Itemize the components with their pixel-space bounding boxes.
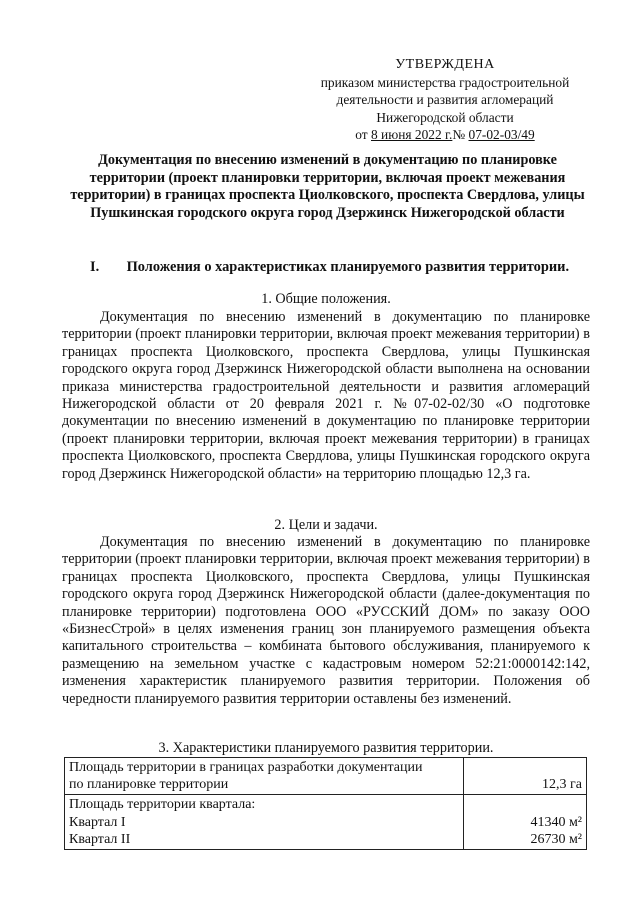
- value-line: 41340 м²: [530, 814, 582, 830]
- order-prefix: от: [355, 127, 368, 143]
- section-number: I.: [90, 259, 100, 275]
- row-label-line: по планировке территории: [69, 777, 229, 793]
- value-line: 26730 м²: [530, 831, 582, 847]
- row-label-line: Квартал II: [69, 831, 131, 847]
- general-paragraph: Документация по внесению изменений в документацию по планировке территории (проект планировки территории, включая проект межевания территории) в границах проспекта Циолковского, проспекта Свердлова, улицы Пушкинская городского округа город Дзержинск Нижегородской области выполнена на основании приказа министерства градостроительной деятельности и развития агломераций Нижегородской области от 20 февраля 2021 г. №07-02-02/30 «О подготовке документации по внесению изменений в документацию по планировке территории (проект планировки территории, включая проект межевания территории) в границах проспекта Циолковского, проспекта Свердлова, улицы Пушкинская городского округа город Дзержинск Нижегородской области» на территорию площадью 12,3 га.: [62, 309, 590, 482]
- characteristics-table: [64, 757, 587, 850]
- approval-line-3: Нижегородской области: [376, 109, 514, 125]
- approval-line-2: деятельности и развития агломераций: [336, 92, 554, 108]
- approval-order-line: [315, 126, 575, 144]
- section-title: Положения о характеристиках планируемого развития территории.: [126, 259, 570, 275]
- table-row: [65, 758, 587, 795]
- approval-title: УТВЕРЖДЕНА: [395, 57, 495, 72]
- order-date: 8 июня 2022 г.: [371, 127, 453, 143]
- table-cell-value: 12,3 га: [464, 758, 587, 795]
- table-cell-label: [65, 758, 464, 795]
- goals-heading: 2. Цели и задачи.: [274, 517, 378, 533]
- row-label-line: Площадь территории в границах разработки документации: [69, 760, 423, 775]
- order-number: 07-02-03/49: [468, 127, 535, 143]
- table-row: [65, 795, 587, 850]
- table-cell-label: [65, 795, 464, 850]
- general-heading: 1. Общие положения.: [261, 291, 391, 307]
- characteristics-heading: 3. Характеристики планируемого развития территории.: [158, 740, 494, 756]
- approval-line-1: приказом министерства градостроительной: [320, 74, 570, 90]
- table-cell-value: [464, 795, 587, 850]
- goals-paragraph: Документация по внесению изменений в документацию по планировке территории (проект планировки территории, включая проект межевания территории) в границах проспекта Циолковского, проспекта Свердлова, улицы Пушкинская городского округа город Дзержинск Нижегородской области (далее-документация по планировке территории) подготовлена ООО «РУССКИЙ ДОМ» по заказу ООО «БизнесСтрой» в целях изменения границ зон планируемого размещения объекта капитального строительства – комбината бытового обслуживания, планируемого к размещению на земельном участке с кадастровым номером 52:21:0000142:142, изменения характеристик планируемого развития территории. Положения об чередности планируемого развития территории оставлены без изменений.: [62, 534, 590, 707]
- approval-stamp: [315, 56, 575, 144]
- order-number-label: №: [452, 127, 466, 143]
- section-heading: [90, 258, 600, 276]
- row-label-line: Площадь территории квартала:: [69, 797, 256, 813]
- row-label-line: Квартал I: [69, 814, 126, 830]
- document-title: Документация по внесению изменений в документацию по планировке территории (проект планировки территории, включая проект межевания территории) в границах проспекта Циолковского, проспекта Свердлова, улицы Пушкинская городского округа город Дзержинск Нижегородской области: [70, 152, 585, 221]
